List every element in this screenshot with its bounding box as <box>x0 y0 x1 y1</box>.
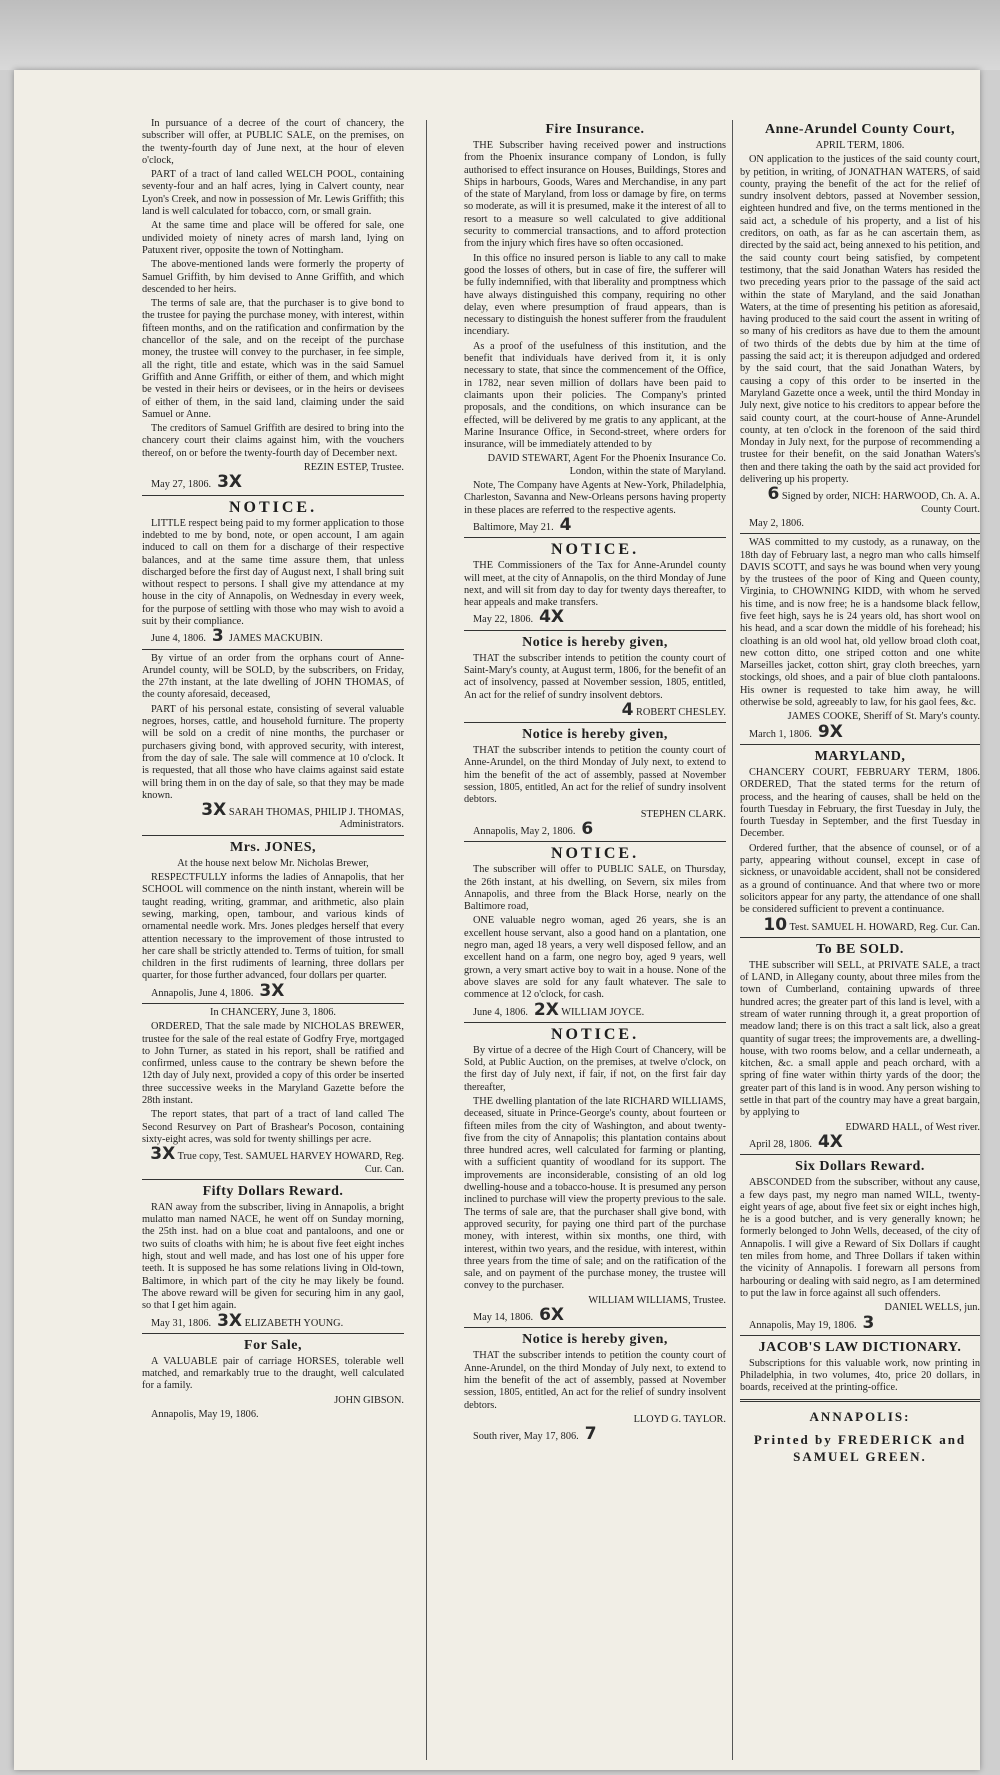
handwritten-mark: 3 <box>862 1312 875 1333</box>
date-line: April 28, 1806. 4X <box>749 1131 843 1152</box>
handwritten-mark: 6 <box>581 818 594 839</box>
date-line: May 22, 1806. 4X <box>473 607 564 628</box>
date-line: South river, May 17, 806. 7 <box>473 1424 597 1445</box>
ad-heading: Fifty Dollars Reward. <box>202 1183 344 1199</box>
ad-heading: Anne-Arundel County Court, <box>765 122 955 137</box>
handwritten-mark: 4 <box>621 699 634 720</box>
ad-heading: MARYLAND, <box>814 748 906 764</box>
handwritten-mark: 7 <box>584 1424 597 1445</box>
ad-heading: To BE SOLD. <box>816 941 904 957</box>
handwritten-mark: 6 <box>767 484 780 505</box>
ad-paragraph: As a proof of the usefulness of this institution, and the benefit that individuals have derived from it, it is only necessary to state, that since the commencement of the Office, in 1782, near seven million of dollars have been paid to claimants upon their policies. The Company's printed proposals, and the conditions, on which insurance can be effected, will be delivered by me gratis to any applicant, at the Marine Insurance Office, in Second-street, where orders for insurance, will be immediately attended to by <box>464 340 726 451</box>
signature: JOHN GIBSON. <box>334 1394 404 1406</box>
signature: REZIN ESTEP, Trustee. <box>303 462 404 474</box>
ad-subheading: At the house next below Mr. Nicholas Brewer, <box>177 857 369 869</box>
ad-paragraph: The subscriber will offer to PUBLIC SALE, on Thursday, the 26th instant, at his dwelling, on Severn, six miles from Annapolis, and three from the Black Horse, nearly on the Baltimore road, <box>464 864 726 913</box>
date-line: May 14, 1806. 6X <box>473 1305 564 1326</box>
date-line: Annapolis, May 2, 1806. 6 <box>473 818 594 839</box>
ad-paragraph: The above-mentioned lands were formerly the property of Samuel Griffith, by him devised to Anne Griffith, and which descended to her heirs. <box>142 259 404 295</box>
date-line: March 1, 1806. 9X <box>749 721 843 742</box>
ad-heading: Notice is hereby given, <box>522 1332 668 1348</box>
ad-paragraph: PART of his personal estate, consisting of several valuable negroes, horses, cattle, and household furniture. The property will be sold on a credit of nine months, the purchaser or purchasers giving bond, with approved security, with interest, from the day of sale. The sale will commence at 10 o'clock. It is requested, that all those who have claims against said estate will bring them in on the day of sale, so that they may be made known. <box>142 703 404 801</box>
handwritten-mark: 4 <box>559 514 572 535</box>
imprint-city: ANNAPOLIS: <box>809 1408 911 1424</box>
ad-paragraph: In this office no insured person is liable to any call to make good the losses of others, but in case of fire, the sufferer will be fully indemnified, with that liberality and promptness which have always distinguished this company, requiring no other delay, even where presumption of fraud appears, than is necessary to distinguish the honest sufferer from the fraudulent incendiary. <box>464 252 726 338</box>
ad-subheading: APRIL TERM, 1806. <box>815 140 905 151</box>
handwritten-mark: 3X <box>259 980 285 1001</box>
ad-paragraph: RESPECTFULLY informs the ladies of Annapolis, that her SCHOOL will commence on the ninth instant, wherein will be taught reading, writing, grammar, and arithmetic, also plain sewing, marking, open, tambour, and various kinds of ornamental needle work. Mrs. Jones pledges herself that every attention necessary to the improvement of those intrusted to her care shall be strictly attended to. Terms of tuition, for small children in the first rudiments of learning, three dollars per quarter, for those further advanced, four dollars per quarter. <box>142 872 404 982</box>
ad-paragraph: ORDERED, That the sale made by NICHOLAS BREWER, trustee for the sale of the real estate of Godfry Frye, mortgaged to John Turner, as stated in his report, shall be ratified and confirmed, unless cause to the contrary be shewn before the 12th day of July next, provided a copy of this order be inserted three successive weeks in the Maryland Gazette before the 28th instant. <box>142 1021 404 1107</box>
ad-paragraph: LITTLE respect being paid to my former application to those indebted to me by bond, note, or open account, I am again induced to call on them for a discharge of their respective balances, and at the same time assure them, that unless discharged before the first day of August next, I shall bring suit without respect to persons. I shall give my attendance at my house in the city of Annapolis, on Wednesday in every week, for the purpose of settling with those who may wish to avoid a suit by their compliance. <box>142 517 404 627</box>
date-line: May 27, 1806. 3X <box>151 472 242 493</box>
date-line: June 4, 1806. 3 JAMES MACKUBIN. <box>151 626 323 647</box>
handwritten-mark: 3X <box>217 1310 242 1331</box>
ad-heading: NOTICE. <box>550 845 640 863</box>
ad-paragraph: Subscriptions for this valuable work, now printing in Philadelphia, in two volumes, 4to, price 20 dollars, in boards, received at the printing-office. <box>740 1357 980 1394</box>
handwritten-mark: 2X <box>533 999 559 1020</box>
handwritten-mark: 3 <box>211 626 224 647</box>
handwritten-mark: 9X <box>817 721 843 742</box>
signature: JAMES COOKE, Sheriff of St. Mary's county. <box>787 711 980 723</box>
newspaper-page <box>14 70 980 1770</box>
ad-subheading: In CHANCERY, June 3, 1806. <box>210 1007 336 1018</box>
ad-paragraph: By virtue of a decree of the High Court of Chancery, will be Sold, at Public Auction, on the premises, at twelve o'clock, on the first day of July next, if fair, if not, on the first fair day thereafter, <box>464 1044 726 1093</box>
ad-paragraph: In pursuance of a decree of the court of chancery, the subscriber will offer, at PUBLIC SALE, on the premises, on the twenty-fourth day of June next, at the hour of eleven o'clock, <box>142 118 404 166</box>
handwritten-mark: 3X <box>217 472 242 493</box>
signature: 4 ROBERT CHESLEY. <box>621 699 726 720</box>
date-line: May 31, 1806. 3X ELIZABETH YOUNG. <box>151 1310 344 1331</box>
ad-paragraph: ONE valuable negro woman, aged 26 years, she is an excellent house servant, also a good hand on a plantation, one negro man, aged 18 years, a very well disposed fellow, and an excellent hand on a farm, one negro boy, aged 9 years, well grown, a very smart active boy to wait in a house. None of the above slaves are sold for any fault whatever. The sale to commence at 12 o'clock, for cash. <box>464 915 726 1001</box>
ad-heading: Mrs. JONES, <box>230 839 316 855</box>
column-1 <box>142 118 404 1423</box>
ad-paragraph: WAS committed to my custody, as a runaway, on the 18th day of February last, a negro man who calls himself DAVIS SCOTT, and says he was bound when very young by the trustees of the poor of King and Queen county, Virginia, to CHOWNING KIDD, with whom he served his time, and is now free; he is a handsome black fellow, five feet high, says he is 24 years old, has short wool on his head, and a scar down the middle of his forehead; his cloathing is an old wool hat, old yellow broad cloth coat, new cotton ditto, one striped cotton and one white Marseilles jacket, cotton shirt, gray cloth breeches, yarn stockings, old shoes, and a pair of blue cloth pantaloons. His owner is requested to take him away, he will otherwise be sold, agreeably to law, for his gaol fees, &c. <box>740 537 980 709</box>
signature: LLOYD G. TAYLOR. <box>633 1413 726 1425</box>
signature: DAVID STEWART, Agent For the Phoenix Insurance Co. London, within the state of Maryland. <box>487 453 726 477</box>
date-line: June 4, 1806. 2X WILLIAM JOYCE. <box>473 999 645 1020</box>
ad-heading: NOTICE. <box>550 541 640 559</box>
ad-paragraph: The terms of sale are, that the purchaser is to give bond to the trustee for paying the purchase money, with interest, within fifteen months, and on the ratification and confirmation by the chancellor of the sale, and on the receipt of the purchase money, the trustee will convey to the purchaser, in fee simple, all the right, title and estate, which was in the said Samuel Griffith and Anne Griffith, or either of them, and which might be vested in their heirs or devisees, or in the heirs or devisees of either of them, in the said land, claiming under the said Samuel or Anne. <box>142 298 404 420</box>
ad-paragraph: CHANCERY COURT, FEBRUARY TERM, 1806. ORDERED, That the stated terms for the return of process, and the hearing of causes, shall be held on the fourth Tuesday in February, the first Tuesday in July, the fourth Tuesday in September, and the first Tuesday in December. <box>740 766 980 840</box>
date-line: May 2, 1806. <box>749 517 804 529</box>
ad-paragraph: THAT the subscriber intends to petition the county court of Anne-Arundel, on the third Monday of July next, to extend to him the benefit of the act of assembly, passed at November session, 1805, entitled, An act for the relief of sundry insolvent debtors. <box>464 745 726 806</box>
signature: STEPHEN CLARK. <box>640 808 726 820</box>
date-line: Baltimore, May 21. 4 <box>473 514 572 535</box>
ad-paragraph: THE Subscriber having received power and instructions from the Phoenix insurance company of London, is fully authorised to effect insurance on Houses, Buildings, Stores and Ships in harbours, Goods, Wares and Merchandise, in any part of the state of Maryland, from loss or damage by fire, on terms so moderate, as will it is presumed, make it the interest of all to resort to a measure so well calculated to give additional security to commercial transactions, and to afford protection from the injury which fires have so often occasioned. <box>464 140 726 250</box>
ad-heading: Six Dollars Reward. <box>795 1159 925 1175</box>
ad-heading: Notice is hereby given, <box>522 634 668 650</box>
ad-heading: JACOB'S LAW DICTIONARY. <box>758 1339 962 1355</box>
ad-heading: NOTICE. <box>228 498 318 516</box>
signature: 3X True copy, Test. SAMUEL HARVEY HOWARD, Reg. Cur. Can. <box>150 1144 404 1175</box>
ad-paragraph: THE Commissioners of the Tax for Anne-Arundel county will meet, at the city of Annapolis, on the third Monday of June next, and will sit from day to day for twenty days thereafter, to hear appeals and make transfers. <box>464 560 726 609</box>
signature: 3X SARAH THOMAS, PHILIP J. THOMAS, Administrators. <box>201 800 404 831</box>
ad-paragraph: THAT the subscriber intends to petition the county court of Saint-Mary's county, at August term, 1806, for the benefit of an act of insolvency, passed at November session, 1805, entitled, An act for the relief of sundry insolvent debtors. <box>464 652 726 701</box>
column-rule <box>426 120 427 1760</box>
date-line: Annapolis, May 19, 1806. <box>151 1409 259 1421</box>
ad-paragraph: THE dwelling plantation of the late RICHARD WILLIAMS, deceased, situate in Prince-George's county, about fourteen or fifteen miles from the city of Washington, and about twenty-five from the city of Annapolis; this plantation contains about three hundred acres, well calculated for farming or planting, with a sufficient quantity of woodland for its support. The improvements are inconsiderable, consisting of an old log dwelling-house and a tobacco-house. It is presumed any person inclined to purchase will view the property previous to the sale. The terms of sale are, that the purchaser shall give bond, with approved security, for paying one third part of the purchase money, with interest, within six months, one third, with interest, within two years, and the residue, with interest, within three years from the time of sale; and on the ratification of the sale, and on payment of the purchase money, the trustee will convey to the purchaser. <box>464 1096 726 1292</box>
signature: EDWARD HALL, of West river. <box>845 1121 980 1133</box>
ad-paragraph: The creditors of Samuel Griffith are desired to bring into the chancery court their claims against him, with the vouchers thereof, on or before the twenty-fourth day of December next. <box>142 423 404 459</box>
ad-paragraph: Ordered further, that the absence of counsel, or of a party, appearing without counsel, except in case of sickness, or unavoidable accident, shall not be considered as a ground of continuance. And that where two or more solicitors appear for any party, the attendance of one shall be considered sufficient to prevent a continuance. <box>740 842 980 916</box>
ad-paragraph: PART of a tract of land called WELCH POOL, containing seventy-four and an half acres, lying in Calvert county, near Lyon's Creek, and now in possession of Mr. Lewis Griffith; this land is well calculated for tobacco, corn, or small grain. <box>142 169 404 218</box>
date-line: Annapolis, June 4, 1806. 3X <box>151 980 285 1001</box>
ad-heading: Notice is hereby given, <box>522 727 668 743</box>
signature: 10 Test. SAMUEL H. HOWARD, Reg. Cur. Can. <box>763 914 980 935</box>
ad-heading: For Sale, <box>244 1337 302 1353</box>
column-2 <box>464 118 726 1445</box>
column-rule <box>732 120 733 1760</box>
handwritten-mark: 10 <box>763 914 788 935</box>
signature: DANIEL WELLS, jun. <box>884 1302 980 1314</box>
ad-paragraph: A VALUABLE pair of carriage HORSES, tolerable well matched, and remarkably true to the draught, well calculated for a family. <box>142 1355 404 1392</box>
ad-heading: NOTICE. <box>550 1025 640 1043</box>
ad-paragraph: THE subscriber will SELL, at PRIVATE SALE, a tract of LAND, in Allegany county, about three miles from the town of Cumberland, containing upwards of three hundred acres; the greater part of this land is level, with a stream of water running through it, a great proportion of meadow land; there is on this tract a salt lick, also a great quantity of sugar trees; the improvements are, a dwelling-house, with two rooms below, and a cellar underneath, a kitchen, &c. a small apple and peach orchard, with a spring of fine water within thirty yards of the door; the greater part of this land is in wood. Any person wishing to settle in that part of the country may have a great bargain, by applying to <box>740 959 980 1119</box>
ad-paragraph: By virtue of an order from the orphans court of Anne-Arundel county, will be SOLD, by the subscribers, on Friday, the 27th instant, at the late dwelling of JOHN THOMAS, of the county aforesaid, deceased, <box>142 652 404 701</box>
ad-paragraph: At the same time and place will be offered for sale, one undivided moiety of ninety acres of marsh land, lying on Patuxent river, opposite the town of Nottingham. <box>142 220 404 256</box>
column-3 <box>740 118 980 1465</box>
ad-heading: Fire Insurance. <box>545 122 645 137</box>
ad-paragraph: THAT the subscriber intends to petition the county court of Anne-Arundel, on the third Monday of July next, to extend to him the benefit of the act of assembly, passed at November session, 1805, entitled, An act for the relief of sundry insolvent debtors. <box>464 1350 726 1411</box>
ad-paragraph: ON application to the justices of the said county court, by petition, in writing, of JONATHAN WATERS, of said county, praying the benefit of the act for the relief of sundry insolvent debtors, passed at November session, eighteen hundred and five, on the terms mentioned in the said act, a schedule of his property, and a list of his creditors, on oath, as far as he can ascertain them, as directed by the said act, being annexed to his petition, and the said county court being satisfied, by competent testimony, that the said Jonathan Waters has resided the two preceding years prior to the passage of the said act within the state of Maryland, and the said Jonathan Waters, at the time of presenting his petition as aforesaid, having produced to the said court the assent in writing of so many of his creditors as have due to them the amount of two thirds of the debts due by him at the time of passing the said act; it is thereupon adjudged and ordered by the said court, that the said Jonathan Waters, by causing a copy of this order to be inserted in the Maryland Gazette once a week, until the third Monday in July next, give notice to his creditors to appear before the said county court, at the court-house of Anne-Arundel county, at ten o'clock in the forenoon of the said third Monday in July next, for the purpose of recommending a trustee for their benefit, on the said Jonathan Waters's then and there taking the oath by the said act provided for delivering up his property. <box>740 154 980 486</box>
ad-paragraph: Note, The Company have Agents at New-York, Philadelphia, Charleston, Savanna and New-Orleans persons having property in these places are referred to the respective agents. <box>464 480 726 516</box>
ad-paragraph: ABSCONDED from the subscriber, without any cause, a few days past, my negro man named WILL, twenty-eight years of age, about five feet six or eight inches high, he is a good butcher, and is very generally known; he formerly belonged to John Wells, deceased, of the city of Annapolis. I will give a Reward of Six Dollars if caught ten miles from home, and Three Dollars if taken within the vicinity of Annapolis. I forewarn all persons from harbouring or dealing with said negro, as I am determined to put the law in force against all such offenders. <box>740 1177 980 1299</box>
ad-paragraph: The report states, that part of a tract of land called The Second Resurvey on Part of Brashear's Pocoson, containing sixty-eight acres, was sold for twenty shillings per acre. <box>142 1109 404 1145</box>
torn-top-edge <box>0 0 1000 70</box>
handwritten-mark: 3X <box>201 800 227 821</box>
signature: 6 Signed by order, NICH: HARWOOD, Ch. A. A. County Court. <box>767 484 980 515</box>
handwritten-mark: 3X <box>150 1144 176 1165</box>
date-line: Annapolis, May 19, 1806. 3 <box>749 1312 875 1333</box>
signature: WILLIAM WILLIAMS, Trustee. <box>588 1294 726 1306</box>
handwritten-mark: 6X <box>539 1305 564 1326</box>
handwritten-mark: 4X <box>817 1131 843 1152</box>
ad-paragraph: RAN away from the subscriber, living in Annapolis, a bright mulatto man named NACE, he went off on Sunday morning, the 25th inst. had on a blue coat and pantaloons, and one or two suits of cloaths with him; he is about five feet eight inches high, stout and well made, and has lost one of his upper fore teeth. It is supposed he has some relations living in Old-town, Baltimore, in which part of the city he may likely be found. The above reward will be given for securing him in any gaol, so that I get him again. <box>142 1201 404 1312</box>
imprint-printers: Printed by FREDERICK and SAMUEL GREEN. <box>753 1431 967 1464</box>
handwritten-mark: 4X <box>539 607 564 628</box>
